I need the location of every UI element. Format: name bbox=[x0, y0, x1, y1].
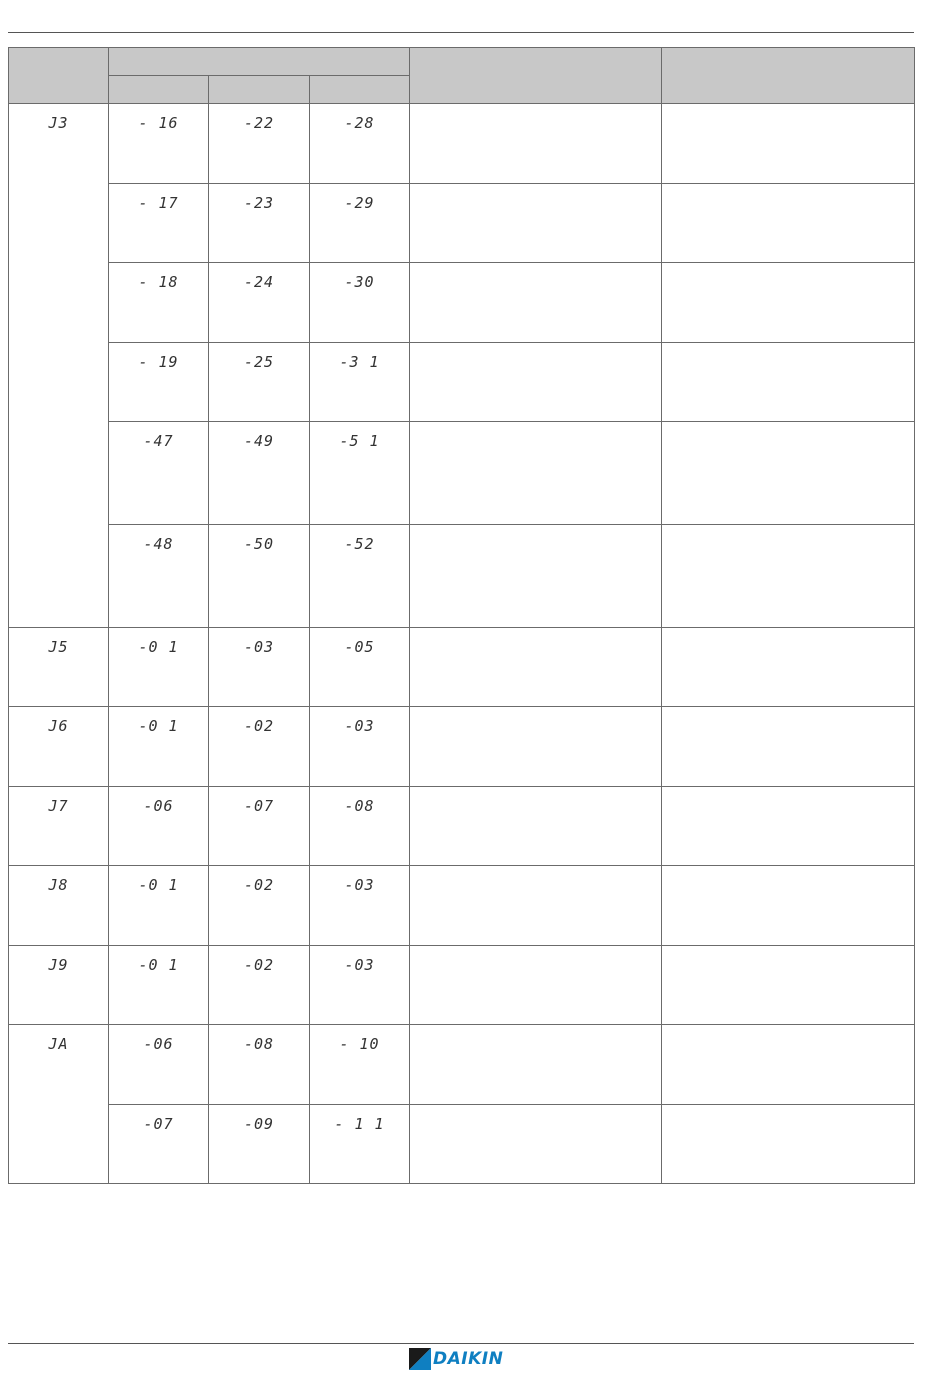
sub-code-cell bbox=[209, 1105, 310, 1184]
sub-code-cell bbox=[310, 184, 410, 263]
sub-code-cell bbox=[209, 628, 310, 707]
solution-cell bbox=[662, 422, 915, 525]
header-sub-code-col-2 bbox=[209, 76, 310, 104]
description-cell bbox=[410, 263, 662, 343]
sub-code-1: -0 1 bbox=[138, 956, 179, 974]
sub-code-cell bbox=[310, 343, 410, 422]
sub-code-cell bbox=[310, 422, 410, 525]
sub-code-2: -22 bbox=[243, 114, 275, 132]
main-code-cell bbox=[9, 707, 109, 787]
sub-code-1: - 16 bbox=[138, 114, 179, 132]
daikin-logo-icon bbox=[409, 1348, 431, 1370]
sub-code-1: -06 bbox=[143, 797, 174, 815]
sub-code-2: -07 bbox=[243, 797, 275, 815]
solution-cell bbox=[662, 628, 915, 707]
solution-cell bbox=[662, 184, 915, 263]
main-code: J7 bbox=[48, 797, 69, 815]
sub-code-cell bbox=[209, 525, 310, 628]
sub-code-cell bbox=[310, 1105, 410, 1184]
table-row bbox=[9, 1025, 915, 1105]
table-row bbox=[9, 525, 915, 628]
main-code: J3 bbox=[48, 114, 69, 132]
description-cell bbox=[410, 707, 662, 787]
sub-code-2: -09 bbox=[243, 1115, 275, 1133]
sub-code-cell bbox=[310, 263, 410, 343]
sub-code-2: -24 bbox=[243, 273, 275, 291]
sub-code-3: - 1 1 bbox=[334, 1115, 385, 1133]
sub-code-1: -07 bbox=[143, 1115, 174, 1133]
sub-code-cell bbox=[109, 707, 209, 787]
sub-code-3: -30 bbox=[344, 273, 375, 291]
solution-cell bbox=[662, 525, 915, 628]
daikin-logo-text: DAIKIN bbox=[433, 1349, 504, 1369]
sub-code-2: -03 bbox=[243, 638, 275, 656]
sub-code-cell bbox=[109, 525, 209, 628]
sub-code-cell bbox=[310, 525, 410, 628]
sub-code-1: - 18 bbox=[138, 273, 179, 291]
sub-code-cell bbox=[109, 1025, 209, 1105]
sub-code-cell bbox=[209, 1025, 310, 1105]
main-code: J6 bbox=[48, 717, 69, 735]
sub-code-3: -03 bbox=[344, 717, 375, 735]
main-code-cell bbox=[9, 628, 109, 707]
error-code-table bbox=[8, 47, 915, 1184]
sub-code-3: -5 1 bbox=[339, 432, 380, 450]
table-row bbox=[9, 343, 915, 422]
description-cell bbox=[410, 866, 662, 946]
main-code: J8 bbox=[48, 876, 69, 894]
sub-code-cell bbox=[109, 628, 209, 707]
table-row bbox=[9, 184, 915, 263]
sub-code-cell bbox=[109, 866, 209, 946]
sub-code-1: -0 1 bbox=[138, 717, 179, 735]
sub-code-2: -02 bbox=[243, 717, 275, 735]
description-cell bbox=[410, 1025, 662, 1105]
description-cell bbox=[410, 787, 662, 866]
sub-code-3: - 10 bbox=[339, 1035, 380, 1053]
table-row bbox=[9, 866, 915, 946]
sub-code-2: -50 bbox=[243, 535, 275, 553]
sub-code-cell bbox=[109, 787, 209, 866]
sub-code-cell bbox=[109, 184, 209, 263]
header-description bbox=[410, 48, 662, 104]
sub-code-cell bbox=[109, 343, 209, 422]
description-cell bbox=[410, 628, 662, 707]
table-row bbox=[9, 263, 915, 343]
sub-code-3: -08 bbox=[344, 797, 375, 815]
daikin-logo bbox=[409, 1348, 519, 1372]
sub-code-cell bbox=[209, 184, 310, 263]
description-cell bbox=[410, 104, 662, 184]
header-sub-code-col-1 bbox=[109, 76, 209, 104]
sub-code-1: -48 bbox=[143, 535, 174, 553]
description-cell bbox=[410, 1105, 662, 1184]
sub-code-cell bbox=[109, 946, 209, 1025]
sub-code-3: -52 bbox=[344, 535, 375, 553]
sub-code-2: -02 bbox=[243, 956, 275, 974]
bottom-rule bbox=[8, 1343, 914, 1344]
description-cell bbox=[410, 422, 662, 525]
description-cell bbox=[410, 343, 662, 422]
main-code-cell bbox=[9, 787, 109, 866]
main-code: J5 bbox=[48, 638, 69, 656]
table-row bbox=[9, 104, 915, 184]
sub-code-cell bbox=[209, 263, 310, 343]
table-row bbox=[9, 707, 915, 787]
header-sub-code bbox=[109, 48, 410, 76]
sub-code-cell bbox=[310, 1025, 410, 1105]
solution-cell bbox=[662, 787, 915, 866]
sub-code-cell bbox=[209, 343, 310, 422]
main-code: JA bbox=[48, 1035, 69, 1053]
table-row bbox=[9, 946, 915, 1025]
sub-code-1: - 17 bbox=[138, 194, 179, 212]
sub-code-1: -06 bbox=[143, 1035, 174, 1053]
sub-code-1: - 19 bbox=[138, 353, 179, 371]
solution-cell bbox=[662, 707, 915, 787]
solution-cell bbox=[662, 946, 915, 1025]
sub-code-2: -25 bbox=[243, 353, 275, 371]
sub-code-3: -28 bbox=[344, 114, 375, 132]
sub-code-cell bbox=[209, 422, 310, 525]
sub-code-cell bbox=[209, 787, 310, 866]
sub-code-cell bbox=[310, 866, 410, 946]
description-cell bbox=[410, 184, 662, 263]
main-code-cell bbox=[9, 866, 109, 946]
solution-cell bbox=[662, 263, 915, 343]
top-rule bbox=[8, 32, 914, 33]
main-code-cell bbox=[9, 946, 109, 1025]
sub-code-cell bbox=[310, 946, 410, 1025]
table-row bbox=[9, 422, 915, 525]
table-row bbox=[9, 628, 915, 707]
sub-code-3: -03 bbox=[344, 876, 375, 894]
sub-code-2: -08 bbox=[243, 1035, 275, 1053]
sub-code-3: -29 bbox=[344, 194, 375, 212]
table-row bbox=[9, 787, 915, 866]
sub-code-cell bbox=[109, 104, 209, 184]
header-sub-code-col-3 bbox=[310, 76, 410, 104]
header-main-code bbox=[9, 48, 109, 104]
sub-code-cell bbox=[109, 1105, 209, 1184]
sub-code-cell bbox=[109, 263, 209, 343]
solution-cell bbox=[662, 1105, 915, 1184]
main-code: J9 bbox=[48, 956, 69, 974]
main-code-cell bbox=[9, 1025, 109, 1184]
sub-code-cell bbox=[209, 707, 310, 787]
sub-code-1: -0 1 bbox=[138, 876, 179, 894]
table-row bbox=[9, 1105, 915, 1184]
sub-code-2: -49 bbox=[243, 432, 275, 450]
sub-code-3: -03 bbox=[344, 956, 375, 974]
sub-code-3: -3 1 bbox=[339, 353, 380, 371]
solution-cell bbox=[662, 104, 915, 184]
sub-code-cell bbox=[209, 866, 310, 946]
sub-code-cell bbox=[310, 628, 410, 707]
header-solution bbox=[662, 48, 915, 104]
sub-code-2: -23 bbox=[243, 194, 275, 212]
sub-code-cell bbox=[109, 422, 209, 525]
sub-code-cell bbox=[310, 104, 410, 184]
sub-code-2: -02 bbox=[243, 876, 275, 894]
description-cell bbox=[410, 525, 662, 628]
sub-code-3: -05 bbox=[344, 638, 375, 656]
sub-code-cell bbox=[209, 946, 310, 1025]
description-cell bbox=[410, 946, 662, 1025]
sub-code-cell bbox=[310, 787, 410, 866]
sub-code-cell bbox=[209, 104, 310, 184]
solution-cell bbox=[662, 1025, 915, 1105]
sub-code-1: -0 1 bbox=[138, 638, 179, 656]
sub-code-cell bbox=[310, 707, 410, 787]
solution-cell bbox=[662, 343, 915, 422]
main-code-cell bbox=[9, 104, 109, 628]
solution-cell bbox=[662, 866, 915, 946]
sub-code-1: -47 bbox=[143, 432, 174, 450]
